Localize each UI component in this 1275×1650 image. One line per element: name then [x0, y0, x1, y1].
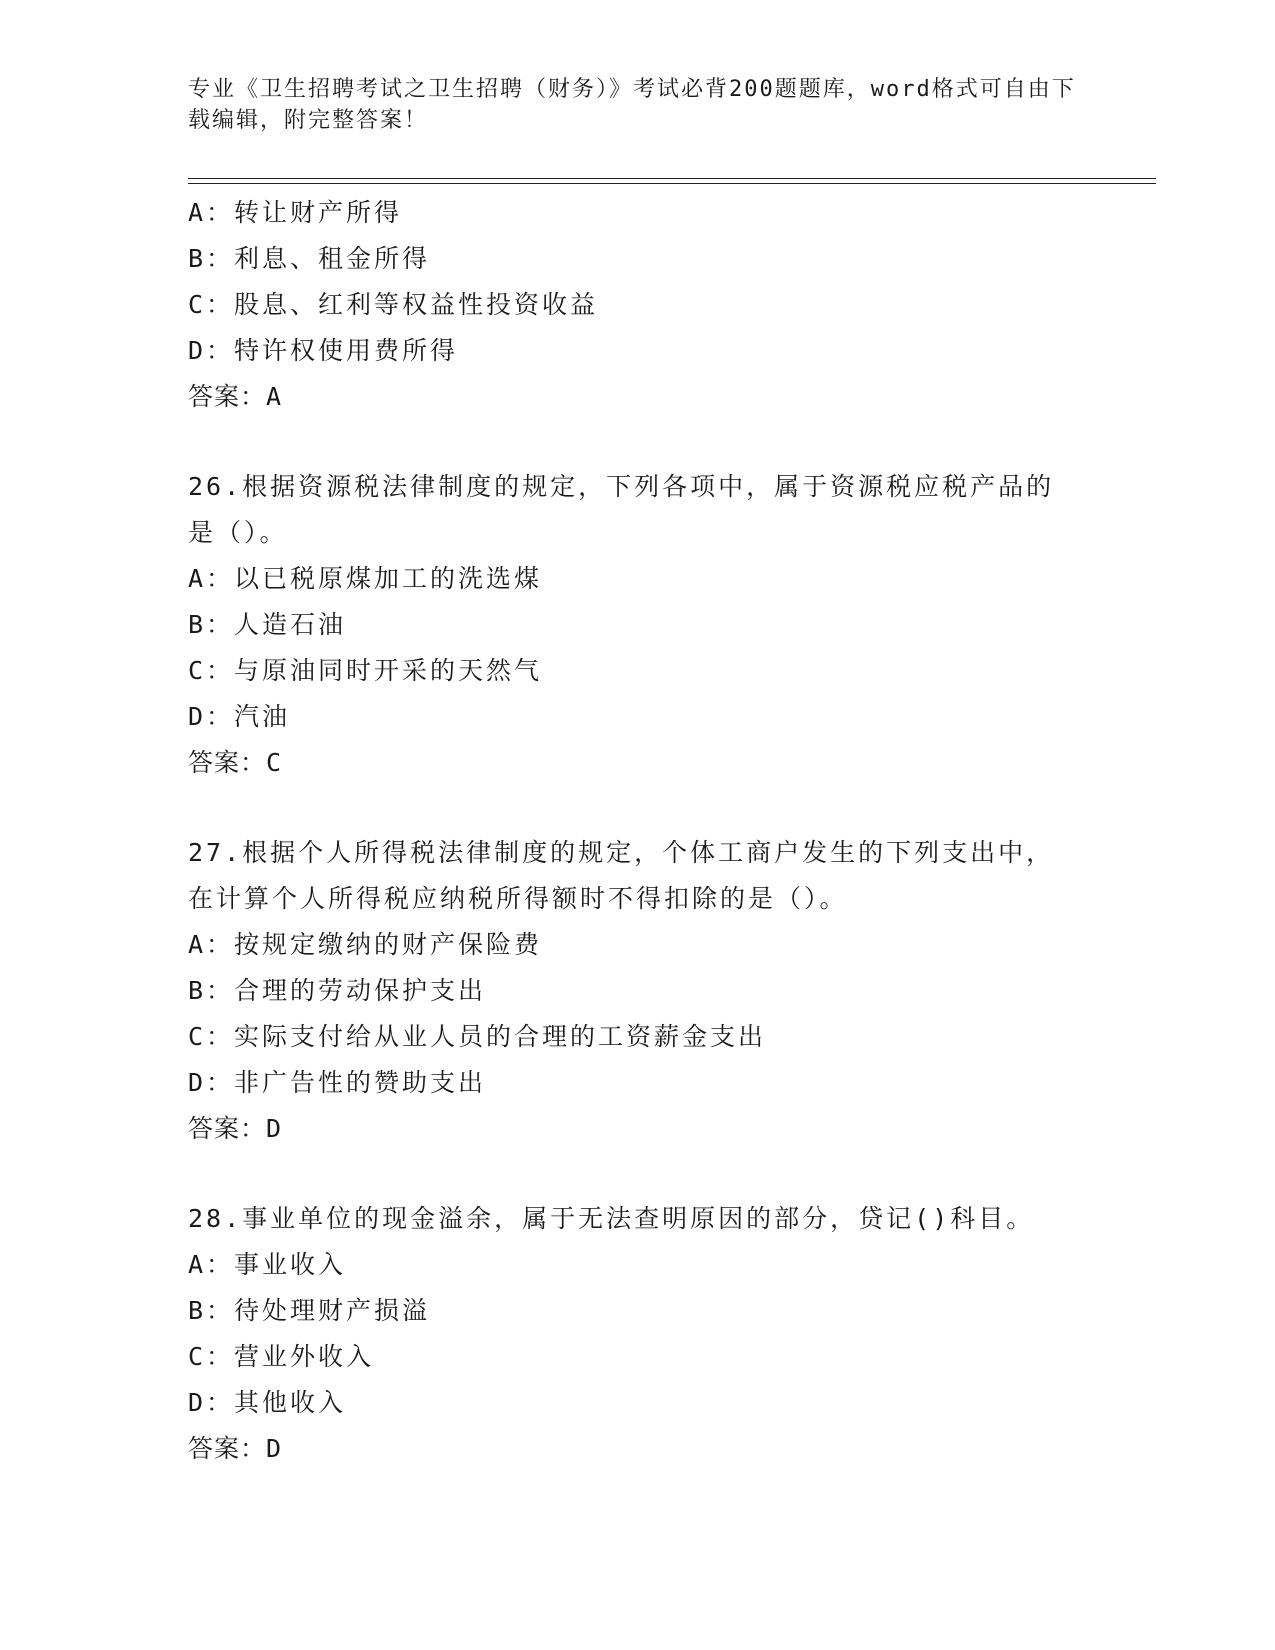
- question-block-27: [188, 830, 1088, 1152]
- option-c: C：营业外收入: [188, 1342, 375, 1371]
- answer-value: A: [266, 382, 285, 411]
- answer-value: C: [266, 748, 285, 777]
- option-d: D：特许权使用费所得: [188, 336, 459, 365]
- option-d: D：其他收入: [188, 1388, 347, 1417]
- answer-label: 答案：: [188, 1434, 267, 1463]
- header-divider-top: [188, 178, 1156, 179]
- question-list: [188, 190, 1088, 1472]
- answer-line: [188, 1106, 1088, 1152]
- question-stem-continued: 是（）。: [188, 518, 288, 547]
- answer-label: 答案：: [188, 1114, 267, 1143]
- option-d: D：汽油: [188, 702, 291, 731]
- question-stem: 27.根据个人所得税法律制度的规定，个体工商户发生的下列支出中，: [188, 838, 1055, 867]
- document-header: 专业《卫生招聘考试之卫生招聘（财务）》考试必背200题题库，word格式可自由下载编辑，附完整答案！: [188, 77, 1076, 133]
- answer-line: [188, 374, 1088, 420]
- answer-label: 答案：: [188, 748, 267, 777]
- option-a: A：转让财产所得: [188, 198, 403, 227]
- option-b: B：利息、租金所得: [188, 244, 431, 273]
- option-a: A：按规定缴纳的财产保险费: [188, 930, 543, 959]
- option-d: D：非广告性的赞助支出: [188, 1068, 487, 1097]
- question-block-28: [188, 1196, 1088, 1472]
- answer-label: 答案：: [188, 382, 267, 411]
- answer-line: [188, 1426, 1088, 1472]
- answer-value: D: [266, 1434, 285, 1463]
- option-b: B：人造石油: [188, 610, 347, 639]
- option-b: B：合理的劳动保护支出: [188, 976, 487, 1005]
- option-c: C：实际支付给从业人员的合理的工资薪金支出: [188, 1022, 767, 1051]
- option-c: C：与原油同时开采的天然气: [188, 656, 543, 685]
- question-block-26: [188, 464, 1088, 786]
- question-block-prev: [188, 190, 1088, 420]
- option-c: C：股息、红利等权益性投资收益: [188, 290, 599, 319]
- question-stem: 26.根据资源税法律制度的规定，下列各项中，属于资源税应税产品的: [188, 472, 1055, 501]
- answer-line: [188, 740, 1088, 786]
- question-stem: 28.事业单位的现金溢余，属于无法查明原因的部分，贷记()科目。: [188, 1204, 1035, 1233]
- header-divider-bottom: [188, 183, 1156, 184]
- option-b: B：待处理财产损溢: [188, 1296, 431, 1325]
- question-stem-continued: 在计算个人所得税应纳税所得额时不得扣除的是（）。: [188, 884, 848, 913]
- option-a: A：事业收入: [188, 1250, 347, 1279]
- option-a: A：以已税原煤加工的洗选煤: [188, 564, 543, 593]
- answer-value: D: [266, 1114, 285, 1143]
